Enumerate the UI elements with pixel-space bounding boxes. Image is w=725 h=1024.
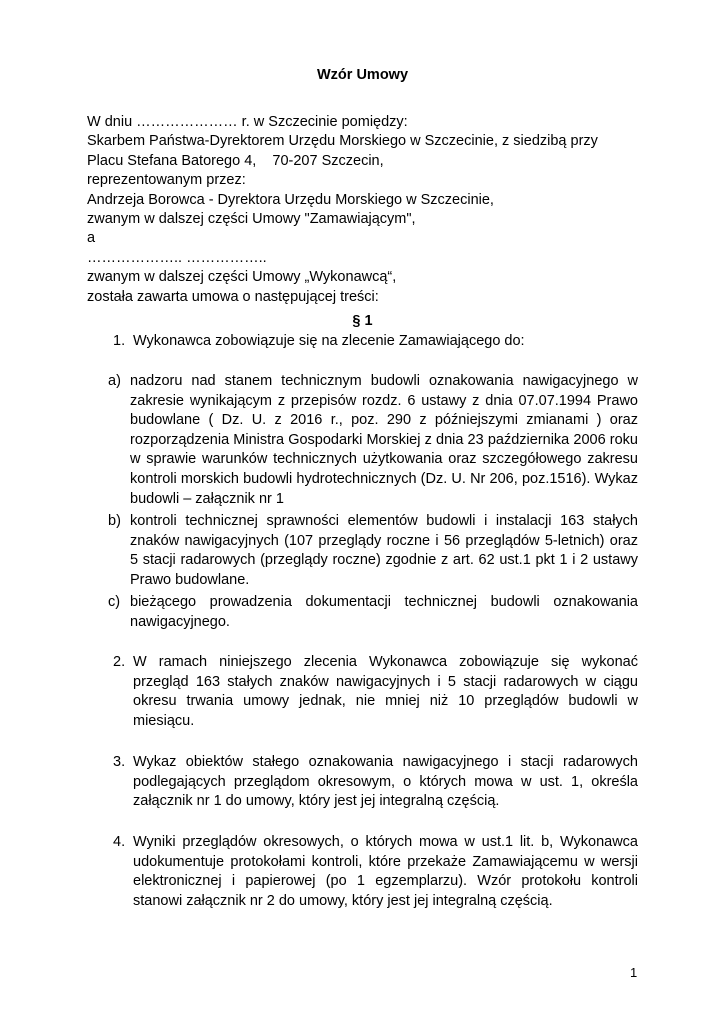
intro-line: Placu Stefana Batorego 4, 70-207 Szczecin, [87, 152, 384, 169]
item-text: Wykaz obiektów stałego oznakowania nawigacyjnego i stacji radarowych podlegających przeglądom okresowym, o których mowa w ust. 1, określa załącznik nr 1 do umowy, który jest jej integralną częścią. [133, 754, 638, 810]
item-text: Wykonawca zobowiązuje się na zlecenie Zamawiającego do: [133, 333, 525, 349]
sub-item-text: bieżącego prowadzenia dokumentacji technicznej budowli oznakowania nawigacyjnego. [130, 594, 638, 630]
intro-line: Andrzeja Borowca - Dyrektora Urzędu Morskiego w Szczecinie, [87, 191, 494, 208]
item-text: Wyniki przeglądów okresowych, o których mowa w ust.1 lit. b, Wykonawca udokumentuje protokołami kontroli, które przekaże Zamawiającemu w wersji elektronicznej i papierowej (po 1 egzemplarzu). Wzór protokołu kontroli stanowi załącznik nr 2 do umowy, który jest jej integralną częścią. [133, 834, 638, 909]
intro-line: zwanym w dalszej części Umowy „Wykonawcą“, [87, 269, 397, 286]
item-number: 1. [113, 333, 126, 349]
intro-line: W dniu ………………… r. w Szczecinie pomiędzy: [87, 114, 408, 130]
item-text: W ramach niniejszego zlecenia Wykonawca zobowiązuje się wykonać przegląd 163 stałych znaków nawigacyjnych i 5 stacji radarowych w ciągu okresu trwania umowy jednak, nie mniej niż 10 przeglądów budowli w miesiącu. [133, 654, 638, 729]
sub-item-text: nadzoru nad stanem technicznym budowli oznakowania nawigacyjnego w zakresie wynikającym z przepisów rozdz. 6 ustawy z dnia 07.07.1994 Prawo budowlane ( Dz. U. z 2016 r., poz. 290 z późniejszymi zmianami ) oraz rozporządzenia Ministra Gospodarki Morskiej z dnia 23 października 2006 roku w sprawie warunków technicznych użytkowania oraz szczegółowego zakresu kontroli morskich budowli hydrotechnicznych (Dz. U. Nr 206, poz.1516). Wykaz budowli – załącznik nr 1 [130, 373, 638, 507]
intro-line: została zawarta umowa o następującej treści: [87, 288, 379, 305]
page-number: 1 [630, 965, 638, 980]
item-number: 2. [113, 654, 126, 670]
contract-intro [87, 113, 647, 307]
sub-item-label: c) [108, 594, 121, 610]
sub-item-label: b) [108, 513, 121, 529]
sub-item-label: a) [108, 373, 121, 389]
sub-item-text: kontroli technicznej sprawności elementów budowli i instalacji 163 stałych znaków nawigacyjnych (107 przeglądy roczne i 56 przeglądów 5-letnich) oraz 5 stacji radarowych (przeglądy roczne) zgodnie z art. 62 ust.1 pkt 1 i 2 ustawy Prawo budowlane. [130, 513, 638, 588]
item-number: 4. [113, 834, 126, 850]
document-title: Wzór Umowy [316, 67, 409, 83]
intro-line: ……………….. …………….. [87, 249, 267, 266]
intro-line: reprezentowanym przez: [87, 172, 246, 189]
intro-line: Skarbem Państwa-Dyrektorem Urzędu Morskiego w Szczecinie, z siedzibą przy [87, 133, 598, 150]
item-number: 3. [113, 754, 126, 770]
intro-line: a [87, 230, 96, 247]
intro-line: zwanym w dalszej części Umowy "Zamawiającym", [87, 211, 416, 228]
section-mark: § 1 [352, 313, 373, 329]
